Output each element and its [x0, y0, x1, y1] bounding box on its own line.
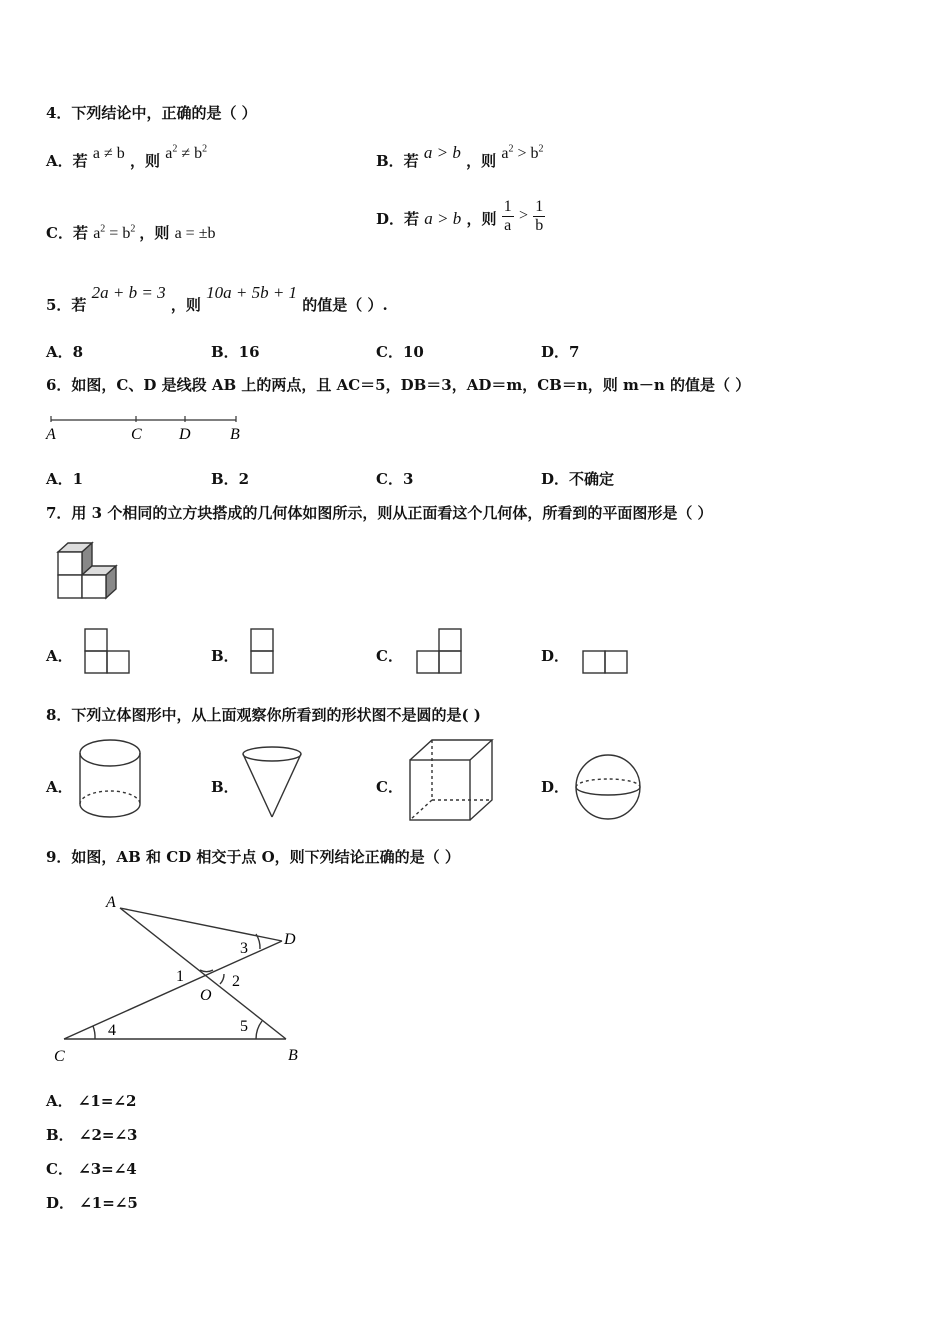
q9-option-b[interactable]: B． ∠2=∠3 — [46, 1126, 138, 1144]
q5-option-b[interactable]: B．16 — [211, 343, 260, 361]
q4-b-mid: ，则 — [466, 152, 497, 170]
q6-point-c: C — [131, 426, 142, 443]
q4-a-expr2-base: a — [165, 145, 173, 162]
q4-d-frac2: $\frac{1}{b}$ — [535, 198, 544, 234]
q9-angle-4: 4 — [108, 1022, 116, 1039]
q4-d-label: D．若 — [376, 210, 420, 229]
q9-angle-5: 5 — [240, 1018, 248, 1035]
q5-stem — [46, 283, 388, 315]
q4-c-expr2: a = ±b — [174, 225, 216, 242]
q6-option-c[interactable]: C．3 — [376, 470, 414, 488]
q4-stem: 4．下列结论中，正确的是（ ） — [46, 104, 257, 122]
q7-cube-figure — [55, 540, 121, 602]
q4-option-b[interactable] — [376, 143, 544, 171]
q9-angle-4-arc — [93, 1026, 95, 1039]
q9-option-c[interactable]: C． ∠3=∠4 — [46, 1160, 137, 1178]
q4-b-expr1: a > b — [423, 143, 461, 162]
q7-option-d-shape — [582, 650, 630, 674]
q4-a-label: A．若 — [46, 152, 88, 170]
q8-sphere — [574, 753, 642, 821]
q9-point-d: D — [284, 931, 296, 948]
q9-angle-1: 1 — [176, 968, 184, 985]
q9-figure — [50, 890, 310, 1070]
q9-line-cd — [64, 941, 282, 1039]
q9-option-a[interactable]: A． ∠1=∠2 — [46, 1092, 137, 1110]
q8-option-c[interactable]: C． — [376, 778, 403, 796]
q4-c-base: a — [93, 225, 101, 242]
q5-stem-pre: 5．若 — [46, 296, 87, 314]
q5-stem-mid: ，则 — [170, 296, 201, 314]
q4-option-a[interactable] — [46, 143, 208, 171]
q9-point-b: B — [288, 1047, 298, 1064]
q9-point-a: A — [106, 894, 116, 911]
q4-a-neq: ≠ b — [177, 145, 203, 162]
q8-cube — [408, 738, 494, 822]
q9-angle-1-arc — [200, 970, 213, 972]
q4-d-frac1: $\frac{1}{a}$ — [503, 198, 512, 234]
q6-point-a: A — [46, 426, 56, 443]
q4-d-expr1: a > b — [424, 209, 462, 229]
q6-point-b: B — [230, 426, 240, 443]
q9-stem: 9．如图，AB 和 CD 相交于点 O，则下列结论正确的是（ ） — [46, 848, 460, 866]
q4-a-mid: ，则 — [130, 152, 161, 170]
q9-angle-2: 2 — [232, 973, 240, 990]
q4-b-label: B．若 — [376, 152, 419, 170]
q4-b-expr2-base: a — [501, 145, 509, 162]
q9-angle-2-arc — [220, 974, 224, 984]
q4-c-mid: ，则 — [139, 224, 170, 242]
q7-lower-right-cube — [82, 575, 106, 598]
q4-a-sup2: 2 — [202, 143, 208, 155]
q7-option-a[interactable]: A． — [46, 647, 73, 665]
q6-line-figure — [46, 410, 246, 446]
q9-point-c: C — [54, 1048, 65, 1065]
q4-b-gt: > b — [513, 145, 539, 162]
q7-option-c-shape — [416, 628, 464, 674]
q4-c-sup1: 2 — [100, 223, 106, 235]
q6-stem: 6．如图，C、D 是线段 AB 上的两点，且 AC＝5，DB＝3，AD＝m，CB＝n，则 m－n 的值是（ ） — [46, 376, 751, 394]
q4-option-c[interactable] — [46, 222, 215, 243]
q5-option-c[interactable]: C．10 — [376, 343, 424, 361]
q6-point-d: D — [179, 426, 191, 443]
q4-c-sup2: 2 — [130, 223, 136, 235]
q4-option-d[interactable] — [376, 198, 545, 234]
q5-expr2: 10a + 5b + 1 — [206, 283, 298, 302]
q4-b-sup2: 2 — [538, 143, 544, 155]
q4-c-eq: = b — [105, 225, 131, 242]
q5-option-a[interactable]: A．8 — [46, 343, 84, 361]
q8-option-a[interactable]: A． — [46, 778, 73, 796]
q8-stem: 8．下列立体图形中，从上面观察你所看到的形状图不是圆的是( ) — [46, 706, 481, 724]
q7-stem: 7．用 3 个相同的立方块搭成的几何体如图所示，则从正面看这个几何体，所看到的平面图形是（ ） — [46, 504, 713, 522]
q7-lower-left-cube — [58, 575, 82, 598]
q7-option-c[interactable]: C． — [376, 647, 403, 665]
q8-option-b[interactable]: B． — [211, 778, 239, 796]
q6-option-b[interactable]: B．2 — [211, 470, 250, 488]
q4-b-sup1: 2 — [508, 143, 514, 155]
q4-c-label: C．若 — [46, 224, 88, 242]
q7-upper-cube — [58, 552, 82, 575]
q7-option-b-shape — [250, 628, 276, 674]
q8-cone — [241, 746, 305, 820]
q5-option-d[interactable]: D．7 — [541, 343, 580, 361]
q7-option-b[interactable]: B． — [211, 647, 239, 665]
q8-cylinder — [77, 738, 143, 822]
q4-a-sup1: 2 — [172, 143, 178, 155]
q4-a-expr1: a ≠ b — [92, 145, 125, 162]
q4-d-gt: > — [518, 207, 528, 225]
q9-angle-5-arc — [256, 1021, 262, 1039]
q6-option-d[interactable]: D．不确定 — [541, 470, 615, 488]
q5-stem-post: 的值是（ ）. — [302, 296, 388, 314]
q7-option-d[interactable]: D． — [541, 647, 570, 665]
q9-angle-3: 3 — [240, 940, 248, 957]
q4-d-mid: ，则 — [466, 210, 497, 229]
q8-option-d[interactable]: D． — [541, 778, 570, 796]
q6-option-a[interactable]: A．1 — [46, 470, 84, 488]
q9-line-ab — [120, 908, 286, 1039]
q7-option-a-shape — [84, 628, 132, 674]
q9-option-d[interactable]: D． ∠1=∠5 — [46, 1194, 138, 1212]
q5-expr1: 2a + b = 3 — [91, 283, 166, 302]
q9-point-o: O — [200, 987, 212, 1004]
